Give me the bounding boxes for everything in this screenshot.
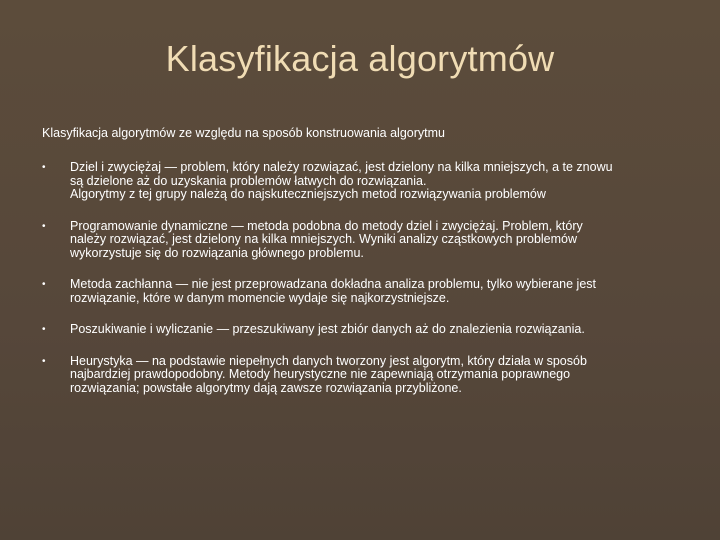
list-item-line: Algorytmy z tej grupy należą do najskuteczniejszych metod rozwiązywania problemów <box>70 187 546 201</box>
list-item <box>42 323 682 337</box>
list-item-line: najbardziej prawdopodobny. Metody heurystyczne nie zapewniają otrzymania poprawnego <box>70 367 571 381</box>
bullet-icon: • <box>42 279 46 290</box>
list-item-line: rozwiązanie, które w danym momencie wydaje się najkorzystniejsze. <box>70 290 450 305</box>
list-item-line: Metoda zachłanna — nie jest przeprowadzana dokładna analiza problemu, tylko wybierane jest <box>70 277 597 291</box>
list-item-line: wykorzystuje się do rozwiązania głównego problemu. <box>70 245 364 260</box>
list-item-line: należy rozwiązać, jest dzielony na kilka mniejszych. Wyniki analizy cząstkowych problemów <box>70 232 578 246</box>
list-item <box>42 278 682 305</box>
bullet-icon: • <box>42 162 46 173</box>
bullet-icon: • <box>42 220 46 232</box>
list-item <box>42 355 682 396</box>
bullet-icon: • <box>42 355 46 367</box>
list-item-line: Heurystyka — na podstawie niepełnych danych tworzony jest algorytm, który działa w sposób <box>70 353 587 368</box>
list-item <box>42 220 682 261</box>
list-item-line: Programowanie dynamiczne — metoda podobna do metody dziel i zwyciężaj. Problem, który <box>70 218 583 233</box>
list-item-line: rozwiązania; powstałe algorytmy dają zawsze rozwiązania przybliżone. <box>70 380 462 395</box>
slide-title: Klasyfikacja algorytmów <box>165 38 555 79</box>
list-item <box>42 161 682 202</box>
list-item-line: są dzielone aż do uzyskania problemów łatwych do rozwiązania. <box>70 173 427 188</box>
bullet-icon: • <box>42 324 46 335</box>
bullet-list <box>42 161 682 413</box>
slide-subtitle: Klasyfikacja algorytmów ze względu na sposób konstruowania algorytmu <box>42 126 445 140</box>
list-item-line: Dziel i zwyciężaj — problem, który należy rozwiązać, jest dzielony na kilka mniejszych, a te znowu <box>70 160 613 174</box>
list-item-line: Poszukiwanie i wyliczanie — przeszukiwany jest zbiór danych aż do znalezienia rozwiązania. <box>70 322 585 336</box>
